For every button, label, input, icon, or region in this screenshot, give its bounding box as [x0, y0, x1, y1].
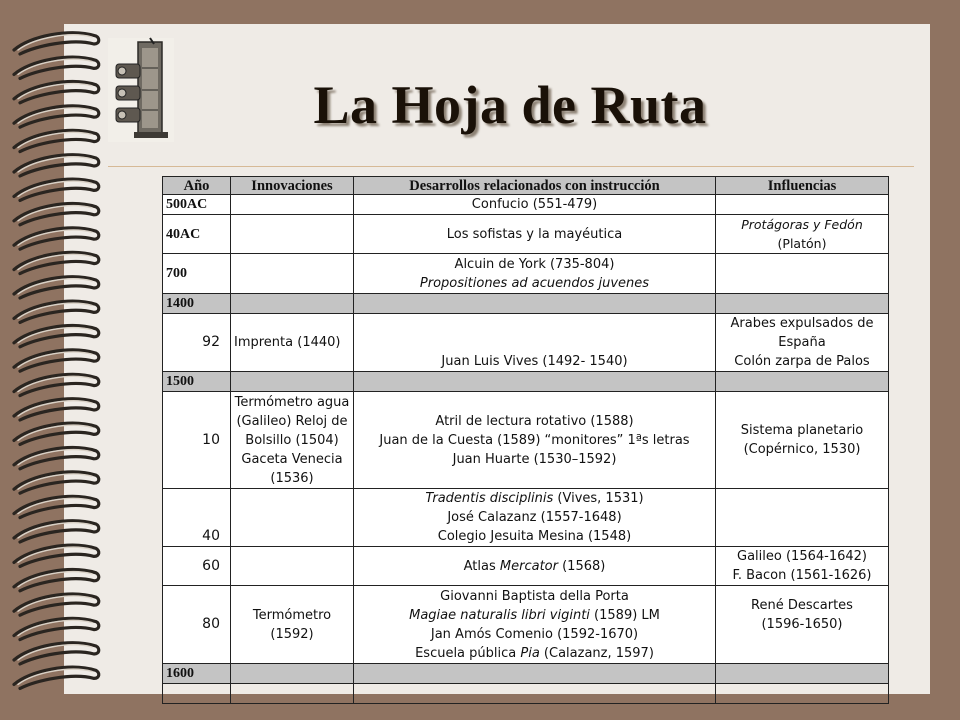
developments-cell [354, 547, 716, 586]
century-label: 1500 [163, 372, 231, 392]
innov-line: Termómetro agua [234, 394, 350, 410]
header-developments: Desarrollos relacionados con instrucción [354, 177, 716, 195]
dev-line [357, 489, 712, 508]
inf-line: Colón zarpa de Palos [734, 354, 870, 369]
spiral-binding [0, 0, 110, 720]
dev-italic: Pia [520, 645, 540, 661]
header-innovations: Innovaciones [231, 177, 354, 195]
developments-cell [354, 314, 716, 372]
table-row [163, 547, 889, 586]
year-cell: 80 [163, 586, 231, 664]
influences-cell [716, 586, 889, 664]
inf-line: Arabes expulsados de [730, 316, 874, 331]
dev-line: Propositiones ad acuendos juvenes [419, 275, 650, 291]
year-cell: 40AC [163, 215, 231, 254]
dev-text: (Calazanz, 1597) [539, 645, 654, 661]
year-cell: 700 [163, 254, 231, 294]
inf-line: (1596-1650) [761, 617, 843, 632]
influences-cell [716, 392, 889, 489]
dev-text: Escuela pública [415, 645, 521, 661]
dev-line: Colegio Jesuita Mesina (1548) [437, 529, 632, 544]
dev-text: Atlas [463, 558, 500, 574]
influences-cell [716, 254, 889, 294]
dev-line: Atril de lectura rotativo (1588) [435, 413, 634, 429]
dev-line: Juan de la Cuesta (1589) “monitores” 1ªs letras [379, 432, 690, 448]
influences-italic: Protágoras y Fedón [741, 217, 863, 232]
year-cell: 92 [163, 314, 231, 372]
innov-line: Gaceta Venecia [241, 451, 343, 467]
dev-italic: Magiae naturalis libri viginti [409, 607, 590, 623]
printing-press-illustration [108, 38, 174, 142]
table-row [163, 586, 889, 664]
developments-cell [354, 586, 716, 664]
title-divider [108, 166, 914, 167]
century-label: 1600 [163, 664, 231, 684]
innovations-cell [231, 547, 354, 586]
influences-cell [716, 195, 889, 215]
inf-line: España [778, 335, 826, 350]
developments-cell: Confucio (551-479) [354, 195, 716, 215]
innov-line: (Galileo) Reloj de [236, 413, 348, 429]
influences-text: (Platón) [777, 236, 827, 251]
timeline-table [162, 176, 888, 681]
year-cell: 10 [163, 392, 231, 489]
inf-line: Galileo (1564-1642) [737, 549, 867, 564]
inf-line: René Descartes [751, 598, 853, 613]
header-influences: Influencias [716, 177, 889, 195]
century-row [163, 294, 889, 314]
century-label: 1400 [163, 294, 231, 314]
influences-cell [716, 215, 889, 254]
table-row [163, 254, 889, 294]
innovations-cell [231, 392, 354, 489]
innov-line: Bolsillo (1504) [245, 432, 339, 448]
table-header-row [163, 177, 889, 195]
innovations-cell: Termómetro (1592) [231, 586, 354, 664]
slide-title: La Hoja de Ruta [313, 75, 707, 135]
innovations-cell [231, 254, 354, 294]
inf-line: (Copérnico, 1530) [743, 442, 861, 457]
year-cell: 40 [163, 489, 231, 547]
inf-line: F. Bacon (1561-1626) [732, 568, 872, 583]
inf-line: Sistema planetario [740, 423, 864, 438]
dev-line: Alcuin de York (735-804) [454, 256, 615, 272]
table-row [163, 392, 889, 489]
dev-text: (Vives, 1531) [553, 491, 644, 506]
dev-italic: Tradentis disciplinis [425, 491, 554, 506]
dev-line: Jan Amós Comenio (1592-1670) [430, 626, 639, 642]
influences-cell [716, 489, 889, 547]
innovations-cell: Imprenta (1440) [231, 314, 354, 372]
century-row [163, 664, 889, 684]
dev-line: Juan Luis Vives (1492- 1540) [441, 354, 628, 369]
developments-cell: Los sofistas y la mayéutica [354, 215, 716, 254]
influences-cell [716, 547, 889, 586]
table-row [163, 489, 889, 547]
century-row [163, 372, 889, 392]
developments-cell [354, 254, 716, 294]
header-year: Año [163, 177, 231, 195]
table-row [163, 684, 889, 704]
table-row [163, 314, 889, 372]
innovations-cell [231, 195, 354, 215]
dev-line [357, 606, 712, 625]
innovations-cell [231, 215, 354, 254]
dev-line: Juan Huarte (1530–1592) [452, 451, 617, 467]
developments-cell [354, 392, 716, 489]
influences-cell [716, 314, 889, 372]
table-row [163, 215, 889, 254]
dev-text: (1568) [557, 558, 606, 574]
dev-line: José Calazanz (1557-1648) [447, 510, 622, 525]
dev-text: (1589) LM [589, 607, 660, 623]
year-cell: 60 [163, 547, 231, 586]
innov-line: (1536) [270, 470, 314, 486]
year-cell: 500AC [163, 195, 231, 215]
table-row [163, 195, 889, 215]
innovations-cell [231, 489, 354, 547]
dev-line: Giovanni Baptista della Porta [440, 588, 629, 604]
dev-line [357, 644, 712, 663]
dev-italic: Mercator [499, 558, 558, 574]
developments-cell [354, 489, 716, 547]
